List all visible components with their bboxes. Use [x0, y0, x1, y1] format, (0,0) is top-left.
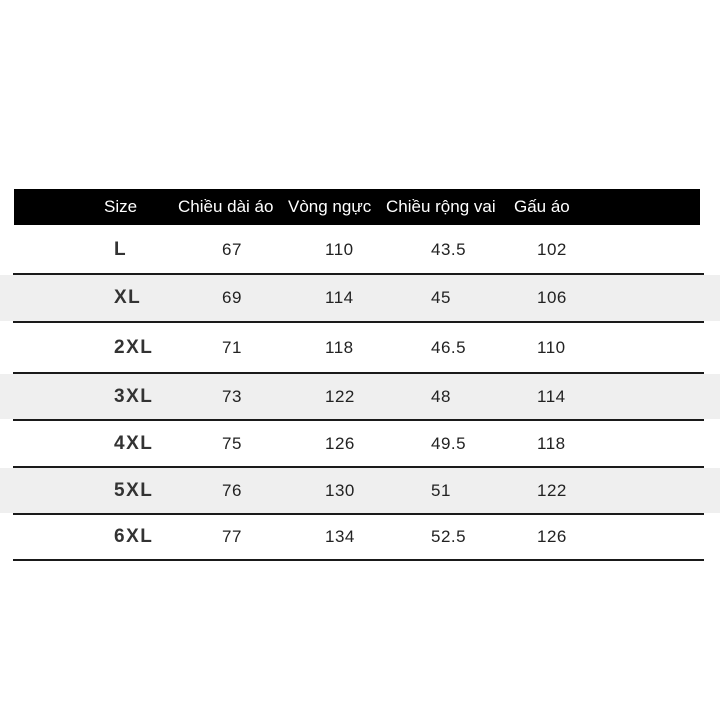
size-cell: 4XL — [114, 432, 154, 454]
hem-cell: 110 — [537, 337, 566, 357]
header-hem: Gấu áo — [514, 197, 570, 216]
header-length: Chiều dài áo — [178, 197, 274, 216]
hem-cell: 114 — [537, 386, 566, 406]
hem-cell: 106 — [537, 288, 567, 307]
row-shading — [0, 275, 720, 321]
table-header — [14, 189, 700, 225]
size-cell: L — [114, 238, 128, 260]
size-cell: 2XL — [114, 336, 154, 358]
row-shading — [0, 468, 720, 513]
chest-cell: 130 — [325, 480, 355, 500]
chest-cell: 118 — [325, 337, 354, 357]
table-row — [0, 226, 720, 273]
row-shading — [0, 374, 720, 419]
length-cell: 75 — [222, 433, 242, 453]
chest-cell: 134 — [325, 527, 355, 546]
size-cell: 5XL — [114, 479, 154, 501]
shoulder-cell: 51 — [431, 480, 451, 500]
length-cell: 77 — [222, 527, 242, 546]
size-cell: 6XL — [114, 526, 154, 547]
length-cell: 73 — [222, 386, 242, 406]
chest-cell: 110 — [325, 239, 354, 259]
table-row — [0, 468, 720, 513]
hem-cell: 122 — [537, 480, 567, 500]
length-cell: 71 — [222, 337, 242, 357]
length-cell: 76 — [222, 480, 242, 500]
row-divider — [13, 559, 704, 561]
hem-cell: 102 — [537, 239, 567, 259]
size-cell: 3XL — [114, 385, 154, 407]
table-row — [0, 515, 720, 559]
shoulder-cell: 48 — [431, 386, 451, 406]
table-row — [0, 421, 720, 466]
size-cell: XL — [114, 287, 142, 308]
chest-cell: 114 — [325, 288, 354, 307]
header-chest: Vòng ngực — [288, 197, 372, 216]
shoulder-cell: 49.5 — [431, 433, 467, 453]
chest-cell: 122 — [325, 386, 355, 406]
shoulder-cell: 52.5 — [431, 527, 467, 546]
hem-cell: 118 — [537, 433, 566, 453]
hem-cell: 126 — [537, 527, 567, 546]
table-row — [0, 374, 720, 419]
length-cell: 69 — [222, 288, 242, 307]
length-cell: 67 — [222, 239, 242, 259]
header-shoulder: Chiều rộng vai — [386, 197, 496, 216]
header-size: Size — [104, 197, 138, 216]
chest-cell: 126 — [325, 433, 355, 453]
table-row — [0, 323, 720, 372]
shoulder-cell: 46.5 — [431, 337, 467, 357]
shoulder-cell: 45 — [431, 288, 451, 307]
table-row — [0, 275, 720, 321]
shoulder-cell: 43.5 — [431, 239, 467, 259]
